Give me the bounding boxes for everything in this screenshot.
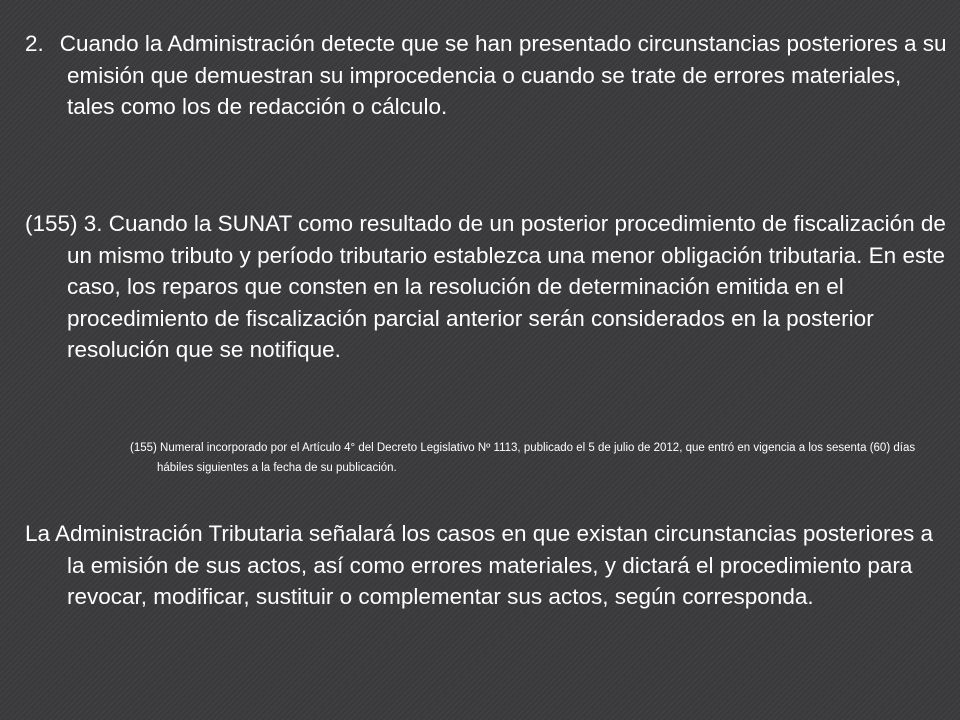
item-2-text: Cuando la Administración detecte que se han presentado circunstancias posteriores a su emisión que demuestran su improcedencia o cuando se trate de errores materiales, tales como los de redacción o cálculo. <box>59 31 947 119</box>
footnote-text: (155) Numeral incorporado por el Artículo 4° del Decreto Legislativo Nº 1113, publicado el 5 de julio de 2012, que entró en vigencia a los sesenta (60) días hábiles siguientes a la fecha de su publicación. <box>130 442 916 474</box>
item-2-number: 2. <box>25 31 44 56</box>
closing-text: La Administración Tributaria señalará los casos en que existan circunstancias posteriores a la emisión de sus actos, así como errores materiales, y dictará el procedimiento para revocar, modificar, sustituir o complementar sus actos, según corresponda. <box>25 521 933 609</box>
item-3-text: (155) 3. Cuando la SUNAT como resultado de un posterior procedimiento de fiscalización de un mismo tributo y período tributario establezca una menor obligación tributaria. En este caso, los reparos que consten en la resolución de determinación emitida en el procedimiento de fiscalización parcial anterior serán considerados en la posterior resolución que se notifique. <box>25 211 946 362</box>
closing-paragraph <box>25 518 952 613</box>
footnote <box>130 438 947 478</box>
numbered-item-2 <box>25 28 947 123</box>
numbered-item-3 <box>25 208 952 366</box>
